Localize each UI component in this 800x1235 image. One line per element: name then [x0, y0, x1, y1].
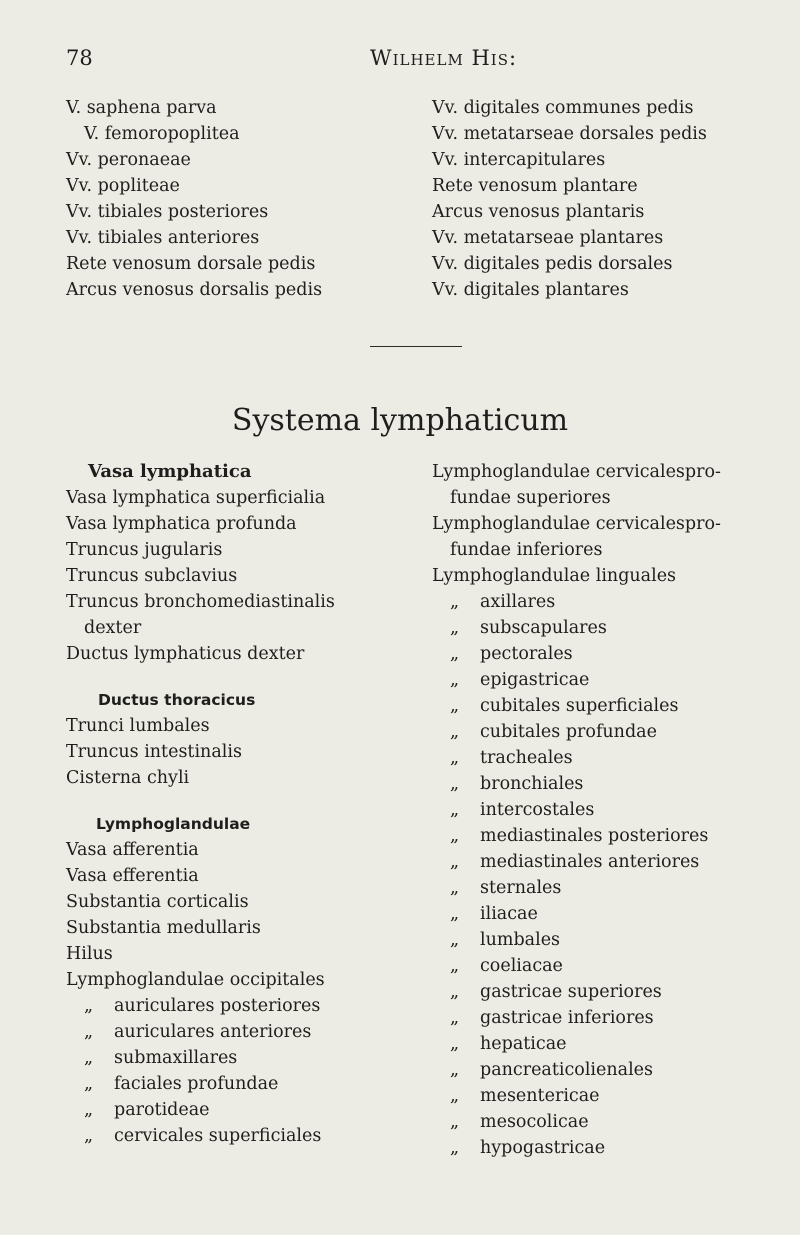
vasa-heading: Vasa lymphatica	[88, 461, 252, 482]
lymph-term: sternales	[480, 878, 562, 898]
lymph-term: mediastinales anteriores	[480, 852, 700, 872]
ditto-entry	[66, 1097, 335, 1123]
ditto-mark: „	[450, 1138, 460, 1158]
section-title: Systema lymphaticum	[231, 403, 569, 438]
ditto-mark: „	[450, 670, 460, 690]
ditto-mark: „	[450, 956, 460, 976]
vein-term: Vv. intercapitulares	[432, 150, 606, 170]
lymph-left-column	[66, 459, 335, 1149]
lymph-term: pancreaticolienales	[480, 1060, 654, 1080]
lymph-term	[432, 459, 757, 485]
ditto-mark: „	[450, 826, 460, 846]
ditto-mark: „	[450, 1008, 460, 1028]
ditto-mark: „	[450, 1060, 460, 1080]
ditto-mark: „	[84, 1074, 94, 1094]
lymph-term: hypogastricae	[480, 1138, 606, 1158]
vein-term: Rete venosum dorsale pedis	[66, 254, 316, 274]
ditto-mark: „	[450, 800, 460, 820]
lymph-term-main: Lymphoglandulae cervicales	[432, 462, 685, 482]
ditto-mark: „	[450, 852, 460, 872]
ditto-mark: „	[84, 1048, 94, 1068]
lymph-term: mesocolicae	[480, 1112, 589, 1132]
lymph-term-main: Lymphoglandulae cervicales	[432, 514, 685, 534]
running-head: Wilhelm His:	[370, 46, 518, 70]
ditto-entry	[432, 1057, 757, 1083]
lymph-term: Vasa lymphatica superficialia	[66, 488, 326, 508]
lymph-term: parotideae	[114, 1100, 210, 1120]
ditto-list	[432, 589, 757, 1161]
lymph-term: auriculares posteriores	[114, 996, 321, 1016]
lymph-term: intercostales	[480, 800, 595, 820]
lymph-term: cubitales superficiales	[480, 696, 679, 716]
lymph-term: submaxillares	[114, 1048, 238, 1068]
ditto-mark: „	[450, 1086, 460, 1106]
lymph-right-column	[432, 459, 757, 1161]
ditto-mark: „	[450, 696, 460, 716]
lymph-term: cervicales superficiales	[114, 1126, 322, 1146]
ditto-mark: „	[450, 1112, 460, 1132]
ditto-entry	[432, 745, 757, 771]
ditto-entry	[432, 927, 757, 953]
ditto-entry	[432, 979, 757, 1005]
lymph-term: Truncus jugularis	[66, 540, 223, 560]
lymph-term	[432, 511, 757, 537]
vein-term: V. femoropoplitea	[84, 124, 240, 144]
lymph-term: auriculares anteriores	[114, 1022, 312, 1042]
vein-term: Vv. metatarseae plantares	[432, 228, 664, 248]
lymph-term: coeliacae	[480, 956, 563, 976]
vein-term: Vv. digitales pedis dorsales	[432, 254, 673, 274]
vein-term: Vv. tibiales posteriores	[66, 202, 269, 222]
lymph-term: Trunci lumbales	[66, 716, 210, 736]
ditto-mark: „	[84, 1100, 94, 1120]
ditto-entry	[432, 641, 757, 667]
ditto-entry	[432, 1109, 757, 1135]
vein-term: Vv. metatarseae dorsales pedis	[432, 124, 707, 144]
vein-term: Arcus venosus dorsalis pedis	[66, 280, 323, 300]
lymph-term: bronchiales	[480, 774, 584, 794]
ditto-entry	[432, 771, 757, 797]
ditto-mark: „	[450, 1034, 460, 1054]
lymph-term: Vasa lymphatica profunda	[66, 514, 297, 534]
page-number: 78	[66, 46, 93, 70]
ditto-entry	[66, 1071, 335, 1097]
ditto-mark: „	[450, 722, 460, 742]
vein-term: Vv. digitales plantares	[432, 280, 629, 300]
ditto-entry	[432, 823, 757, 849]
lymph-term: Truncus intestinalis	[66, 742, 242, 762]
page-header	[0, 46, 800, 76]
lymph-term: axillares	[480, 592, 556, 612]
lymph-term: Lymphoglandulae occipitales	[66, 970, 325, 990]
lymph-term: Truncus bronchomediastinalis	[66, 592, 335, 612]
ditto-mark: „	[84, 996, 94, 1016]
ditto-entry	[432, 589, 757, 615]
ditto-entry	[432, 667, 757, 693]
vein-term: Vv. peronaeae	[66, 150, 191, 170]
veins-right-column	[432, 95, 707, 303]
ditto-mark: „	[450, 644, 460, 664]
lymph-term: mesentericae	[480, 1086, 600, 1106]
veins-left-column	[66, 95, 322, 303]
ditto-mark: „	[450, 982, 460, 1002]
ditto-entry	[432, 1005, 757, 1031]
hyphen-fragment: pro-	[684, 514, 721, 534]
ditto-mark: „	[450, 904, 460, 924]
ditto-entry	[432, 875, 757, 901]
hyphen-fragment: pro-	[684, 462, 721, 482]
lymph-term: Substantia corticalis	[66, 892, 249, 912]
ditto-entry	[432, 719, 757, 745]
glandulae-heading: Lymphoglandulae	[96, 815, 251, 833]
ditto-mark: „	[450, 930, 460, 950]
vein-term: V. saphena parva	[66, 98, 217, 118]
ditto-mark: „	[450, 878, 460, 898]
lymph-term-continuation: dexter	[84, 618, 142, 638]
ditto-mark: „	[450, 774, 460, 794]
ditto-entry	[432, 797, 757, 823]
ditto-entry	[66, 993, 335, 1019]
lymph-term: epigastricae	[480, 670, 590, 690]
ditto-mark: „	[84, 1022, 94, 1042]
ditto-mark: „	[450, 748, 460, 768]
vein-term: Vv. popliteae	[66, 176, 180, 196]
lymph-term: tracheales	[480, 748, 573, 768]
ditto-entry	[432, 849, 757, 875]
ditto-entry	[432, 615, 757, 641]
ditto-entry	[432, 1031, 757, 1057]
lymph-term: pectorales	[480, 644, 573, 664]
ditto-entry	[432, 953, 757, 979]
ditto-mark: „	[84, 1126, 94, 1146]
ditto-entry	[432, 1083, 757, 1109]
lymph-term-continuation: fundae inferiores	[450, 540, 603, 560]
ditto-mark: „	[450, 592, 460, 612]
lymph-term: gastricae superiores	[480, 982, 662, 1002]
ditto-entry	[432, 1135, 757, 1161]
lymph-term: Ductus lymphaticus dexter	[66, 644, 305, 664]
lymph-term: Cisterna chyli	[66, 768, 190, 788]
vein-term: Vv. tibiales anteriores	[66, 228, 260, 248]
ditto-entry	[66, 1123, 335, 1149]
lymph-term: subscapulares	[480, 618, 607, 638]
ditto-entry	[432, 693, 757, 719]
lymph-term: gastricae inferiores	[480, 1008, 654, 1028]
lymph-term: Substantia medullaris	[66, 918, 261, 938]
lymph-term: iliacae	[480, 904, 538, 924]
lymph-term: mediastinales posteriores	[480, 826, 709, 846]
section-divider	[370, 346, 462, 347]
ditto-mark: „	[450, 618, 460, 638]
ditto-entry	[432, 901, 757, 927]
lymph-term: hepaticae	[480, 1034, 567, 1054]
lymph-term-continuation: fundae superiores	[450, 488, 611, 508]
lymph-term: Vasa afferentia	[66, 840, 199, 860]
ditto-entry	[66, 1045, 335, 1071]
ductus-heading: Ductus thoracicus	[98, 691, 256, 709]
vein-term: Rete venosum plantare	[432, 176, 638, 196]
lymph-term: lumbales	[480, 930, 561, 950]
lymph-term: faciales profundae	[114, 1074, 279, 1094]
vein-term: Vv. digitales communes pedis	[432, 98, 694, 118]
vein-term: Arcus venosus plantaris	[432, 202, 645, 222]
ditto-entry	[66, 1019, 335, 1045]
lymph-term: cubitales profundae	[480, 722, 657, 742]
lymph-term: Truncus subclavius	[66, 566, 238, 586]
lymph-term: Vasa efferentia	[66, 866, 199, 886]
lymph-term: Hilus	[66, 944, 113, 964]
lymph-term: Lymphoglandulae linguales	[432, 566, 677, 586]
